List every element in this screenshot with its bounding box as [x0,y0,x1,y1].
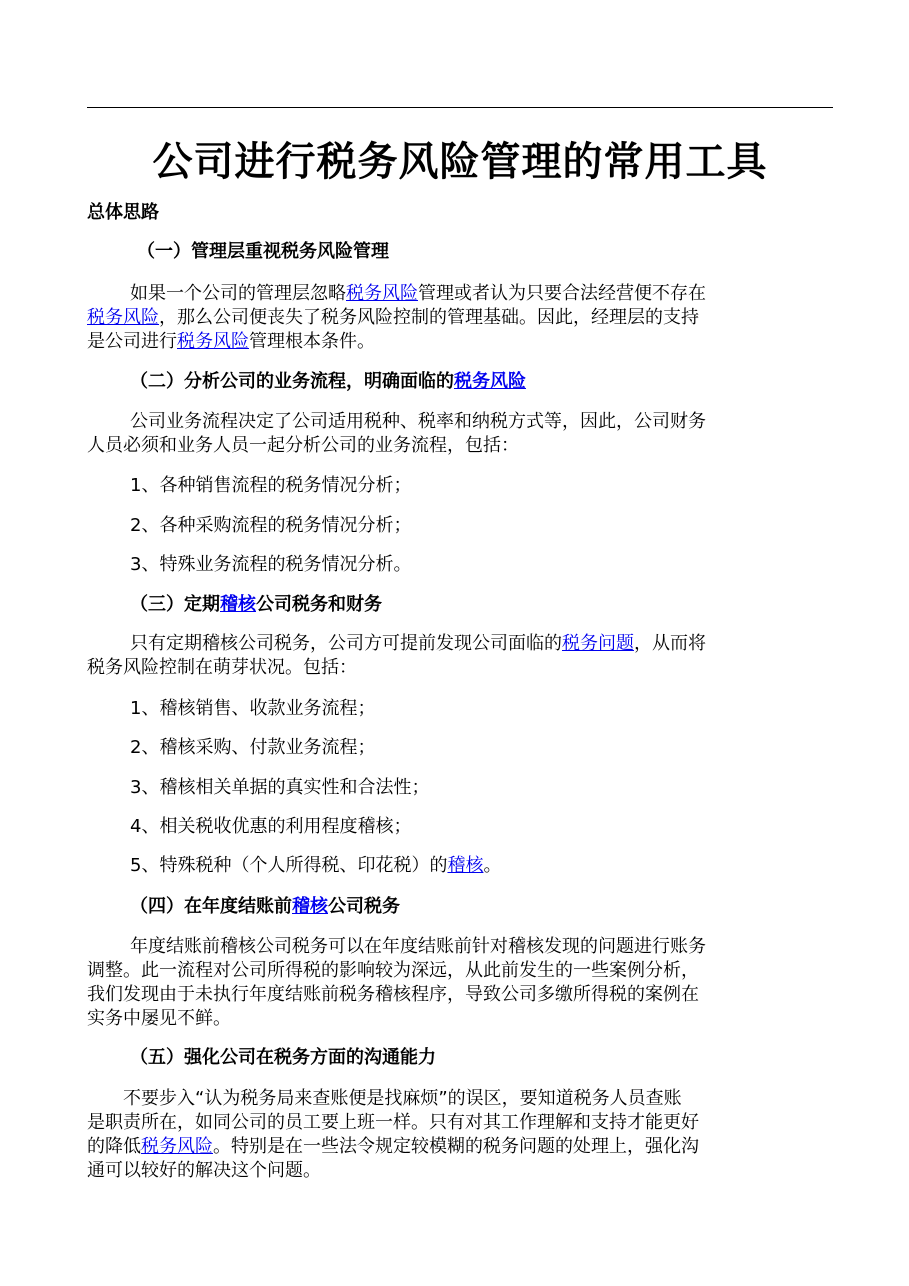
list-item: 2、各种采购流程的税务情况分析； [130,515,412,536]
audit-link[interactable]: 稽核 [292,896,328,917]
s3-line-2: 税务风险控制在萌芽状况。包括： [87,657,357,678]
list-item: 5、特殊税种（个人所得税、印花税）的稽核。 [130,855,502,876]
section-1-heading: （一）管理层重视税务风险管理 [137,241,389,262]
s5-line-1: 不要步入“认为税务局来查账便是找麻烦”的误区，要知道税务人员查账 [123,1088,682,1109]
s4-line-3: 我们发现由于未执行年度结账前税务稽核程序，导致公司多缴所得税的案例在 [87,984,699,1005]
section-2-heading: （二）分析公司的业务流程，明确面临的税务风险 [130,371,526,392]
list-item: 1、稽核销售、收款业务流程； [130,698,376,719]
s5-line-2: 是职责所在，如同公司的员工要上班一样。只有对其工作理解和支持才能更好 [87,1112,699,1133]
audit-link[interactable]: 稽核 [220,594,256,615]
list-item: 4、相关税收优惠的利用程度稽核； [130,816,412,837]
overall-heading: 总体思路 [87,202,159,223]
tax-risk-link[interactable]: 税务风险 [87,307,159,328]
s1-line-3: 是公司进行税务风险管理根本条件。 [87,331,375,352]
section-3-paragraph [87,632,833,680]
s2-line-2: 人员必须和业务人员一起分析公司的业务流程，包括： [87,435,519,456]
list-item: 1、各种销售流程的税务情况分析； [130,475,412,496]
section-2-paragraph [87,410,833,458]
tax-risk-link[interactable]: 税务风险 [454,371,526,392]
list-item: 3、稽核相关单据的真实性和合法性； [130,777,430,798]
s4-line-1: 年度结账前稽核公司税务可以在年度结账前针对稽核发现的问题进行账务 [130,936,706,957]
section-4-heading: （四）在年度结账前稽核公司税务 [130,896,400,917]
s5-line-3: 的降低税务风险。特别是在一些法令规定较模糊的税务问题的处理上，强化沟 [87,1136,699,1157]
list-item: 3、特殊业务流程的税务情况分析。 [130,554,412,575]
audit-link[interactable]: 稽核 [447,855,484,876]
page-title: 公司进行税务风险管理的常用工具 [152,139,768,185]
s1-line-1: 如果一个公司的管理层忽略税务风险管理或者认为只要合法经营便不存在 [130,283,706,304]
tax-risk-link[interactable]: 税务风险 [177,331,249,352]
s2-line-1: 公司业务流程决定了公司适用税种、税率和纳税方式等，因此，公司财务 [130,411,706,432]
tax-issue-link[interactable]: 税务问题 [562,633,634,654]
s5-line-4: 通可以较好的解决这个问题。 [87,1160,321,1181]
section-5-heading: （五）强化公司在税务方面的沟通能力 [130,1047,436,1068]
list-item: 2、稽核采购、付款业务流程； [130,737,376,758]
s4-line-2: 调整。此一流程对公司所得税的影响较为深远，从此前发生的一些案例分析， [87,960,699,981]
tax-risk-link[interactable]: 税务风险 [141,1136,213,1157]
section-4-paragraph [87,935,833,1031]
header-rule [87,107,833,108]
section-1-paragraph [87,282,833,354]
s1-line-2: 税务风险，那么公司便丧失了税务风险控制的管理基础。因此，经理层的支持 [87,307,699,328]
s4-line-4: 实务中屡见不鲜。 [87,1008,231,1029]
s3-line-1: 只有定期稽核公司税务，公司方可提前发现公司面临的税务问题，从而将 [130,633,706,654]
section-3-heading: （三）定期稽核公司税务和财务 [130,594,382,615]
section-5-paragraph [87,1087,833,1183]
tax-risk-link[interactable]: 税务风险 [346,283,418,304]
